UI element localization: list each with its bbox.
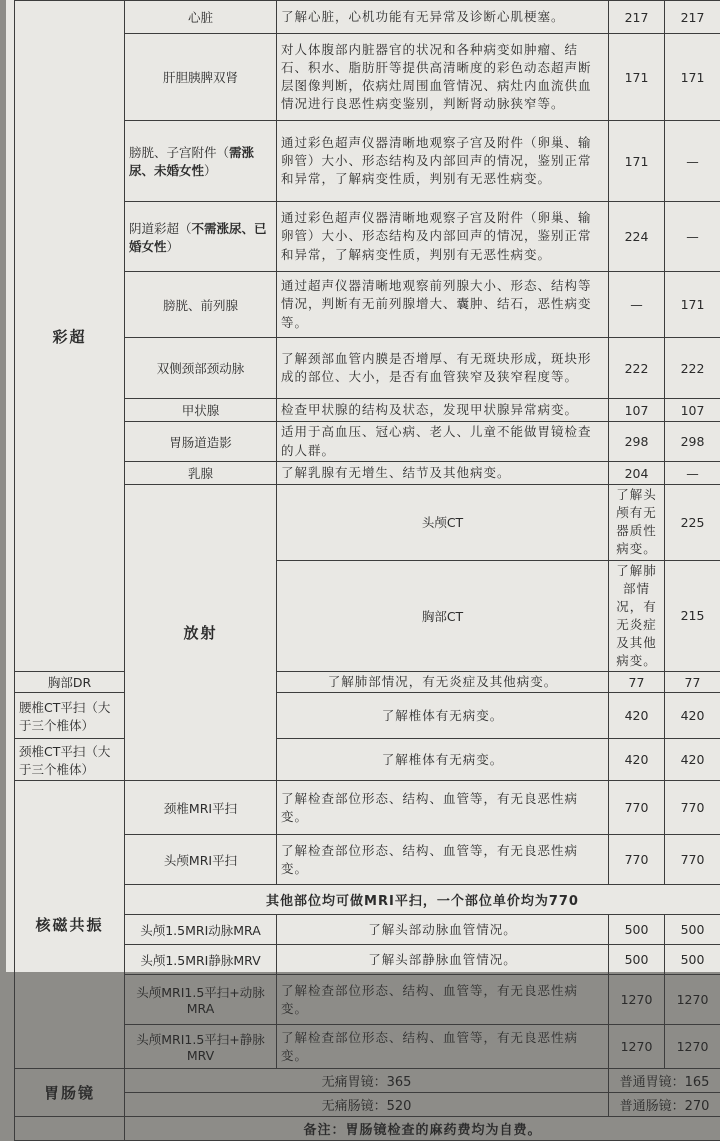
- price-cell: 204: [609, 462, 665, 485]
- price-cell: 500: [609, 945, 665, 975]
- exam-item-condition: 不需涨尿、已婚女性: [129, 221, 267, 254]
- price-cell: 222: [609, 338, 665, 399]
- empty-cell: [15, 1117, 125, 1141]
- price-cell: 420: [665, 693, 720, 739]
- price-cell: 171: [665, 34, 720, 121]
- price-cell: —: [665, 121, 720, 202]
- exam-item-text: ）: [204, 163, 217, 178]
- exam-item: 头颅MRI平扫: [125, 835, 277, 885]
- price-cell: 1270: [665, 1025, 720, 1069]
- price-cell: 217: [609, 1, 665, 34]
- exam-item: 颈椎CT平扫（大于三个椎体）: [15, 739, 125, 781]
- exam-item: 腰椎CT平扫（大于三个椎体）: [15, 693, 125, 739]
- exam-item: [125, 121, 277, 202]
- exam-item: 头颅1.5MRI动脉MRA: [125, 915, 277, 945]
- exam-description: 了解心脏，心机功能有无异常及诊断心肌梗塞。: [277, 1, 609, 34]
- price-cell: 107: [665, 399, 720, 422]
- section-label-color-doppler: 彩超: [15, 1, 125, 672]
- exam-item: 双侧颈部颈动脉: [125, 338, 277, 399]
- exam-item-condition: 需涨尿、未婚女性: [129, 145, 254, 178]
- price-cell: 225: [665, 485, 720, 561]
- price-cell: 500: [609, 915, 665, 945]
- painless-gastroscopy-price: 无痛胃镜：365: [125, 1069, 609, 1093]
- price-cell: 420: [665, 739, 720, 781]
- price-cell: 222: [665, 338, 720, 399]
- price-cell: 420: [609, 693, 665, 739]
- exam-description: 了解乳腺有无增生、结节及其他病变。: [277, 462, 609, 485]
- exam-item: 颈椎MRI平扫: [125, 781, 277, 835]
- exam-description: 了解头颅有无器质性病变。: [609, 485, 665, 561]
- exam-item: 膀胱、前列腺: [125, 272, 277, 338]
- exam-description: 了解检查部位形态、结构、血管等，有无良恶性病变。: [277, 1025, 609, 1069]
- table-row: [15, 1, 720, 34]
- price-cell: 171: [609, 121, 665, 202]
- price-cell: 77: [665, 672, 720, 693]
- table-row: [15, 1117, 720, 1141]
- exam-item-text: 阴道彩超（: [129, 221, 192, 236]
- section-label-radiology: 放射: [125, 485, 277, 781]
- exam-item: 胸部CT: [277, 560, 609, 672]
- exam-item: 乳腺: [125, 462, 277, 485]
- exam-description: 通过超声仪器清晰地观察前列腺大小、形态、结构等情况，判断有无前列腺增大、囊肿、结石，恶性病变等。: [277, 272, 609, 338]
- exam-item-text: 膀胱、子宫附件（: [129, 145, 229, 160]
- price-cell: 500: [665, 915, 720, 945]
- exam-item: 甲状腺: [125, 399, 277, 422]
- price-cell: 224: [609, 202, 665, 272]
- price-cell: 1270: [665, 975, 720, 1025]
- price-cell: 1270: [609, 975, 665, 1025]
- exam-description: 了解检查部位形态、结构、血管等，有无良恶性病变。: [277, 835, 609, 885]
- section-label-gastroscopy: 胃肠镜: [15, 1069, 125, 1117]
- painless-colonoscopy-price: 无痛肠镜：520: [125, 1093, 609, 1117]
- exam-description: 了解椎体有无病变。: [277, 739, 609, 781]
- price-cell: 500: [665, 945, 720, 975]
- price-cell: 770: [609, 781, 665, 835]
- exam-item: 头颅1.5MRI静脉MRV: [125, 945, 277, 975]
- exam-description: 检查甲状腺的结构及状态，发现甲状腺异常病变。: [277, 399, 609, 422]
- exam-description: 适用于高血压、冠心病、老人、儿童不能做胃镜检查的人群。: [277, 422, 609, 462]
- price-cell: 217: [665, 1, 720, 34]
- exam-item: 头颅MRI1.5平扫+静脉MRV: [125, 1025, 277, 1069]
- exam-item: 心脏: [125, 1, 277, 34]
- section-label-mri: 核磁共振: [15, 781, 125, 1069]
- exam-item: 胃肠道造影: [125, 422, 277, 462]
- exam-item: 头颅MRI1.5平扫+动脉MRA: [125, 975, 277, 1025]
- regular-colonoscopy-price: 普通肠镜：270: [609, 1093, 720, 1117]
- mri-note: 其他部位均可做MRI平扫，一个部位单价均为770: [125, 885, 720, 915]
- table-row: [15, 781, 720, 835]
- price-cell: 107: [609, 399, 665, 422]
- price-cell: —: [665, 462, 720, 485]
- price-cell: 298: [609, 422, 665, 462]
- exam-item: 胸部DR: [15, 672, 125, 693]
- exam-item-text: ）: [167, 239, 180, 254]
- exam-item: [125, 202, 277, 272]
- table-row: [15, 693, 720, 739]
- price-cell: 215: [665, 560, 720, 672]
- price-cell: 77: [609, 672, 665, 693]
- table-row: [15, 739, 720, 781]
- exam-description: 了解检查部位形态、结构、血管等，有无良恶性病变。: [277, 781, 609, 835]
- table-row: [15, 672, 720, 693]
- price-cell: 770: [665, 835, 720, 885]
- exam-item: 头颅CT: [277, 485, 609, 561]
- exam-price-table: [14, 0, 720, 1141]
- footer-note: 备注：胃肠镜检查的麻药费均为自费。: [125, 1117, 720, 1141]
- exam-description: 了解肺部情况，有无炎症及其他病变。: [277, 672, 609, 693]
- exam-description: 了解颈部血管内膜是否增厚、有无斑块形成，斑块形成的部位、大小，是否有血管狭窄及狭窄程度等。: [277, 338, 609, 399]
- price-cell: 770: [665, 781, 720, 835]
- exam-description: 了解肺部情况，有无炎症及其他病变。: [609, 560, 665, 672]
- exam-description: 了解头部动脉血管情况。: [277, 915, 609, 945]
- price-cell: 171: [609, 34, 665, 121]
- price-cell: —: [609, 272, 665, 338]
- exam-description: 通过彩色超声仪器清晰地观察子宫及附件（卵巢、输卵管）大小、形态结构及内部回声的情况，鉴别正常和异常，了解病变性质，判别有无恶性病变。: [277, 202, 609, 272]
- price-cell: 171: [665, 272, 720, 338]
- price-cell: 298: [665, 422, 720, 462]
- exam-description: 了解检查部位形态、结构、血管等，有无良恶性病变。: [277, 975, 609, 1025]
- table-row: [15, 1069, 720, 1093]
- price-cell: —: [665, 202, 720, 272]
- exam-description: 通过彩色超声仪器清晰地观察子宫及附件（卵巢、输卵管）大小、形态结构及内部回声的情况，鉴别正常和异常，了解病变性质，判别有无恶性病变。: [277, 121, 609, 202]
- exam-description: 了解椎体有无病变。: [277, 693, 609, 739]
- price-cell: 1270: [609, 1025, 665, 1069]
- price-cell: 770: [609, 835, 665, 885]
- exam-description: 对人体腹部内脏器官的状况和各种病变如肿瘤、结石、积水、脂肪肝等提供高清晰度的彩色动态超声断层图像判断，依病灶周围血管情况、病灶内血流供血情况进行良恶性病变鉴别，判断肾动脉狭窄等。: [277, 34, 609, 121]
- regular-gastroscopy-price: 普通胃镜：165: [609, 1069, 720, 1093]
- exam-description: 了解头部静脉血管情况。: [277, 945, 609, 975]
- exam-item: 肝胆胰脾双肾: [125, 34, 277, 121]
- price-cell: 420: [609, 739, 665, 781]
